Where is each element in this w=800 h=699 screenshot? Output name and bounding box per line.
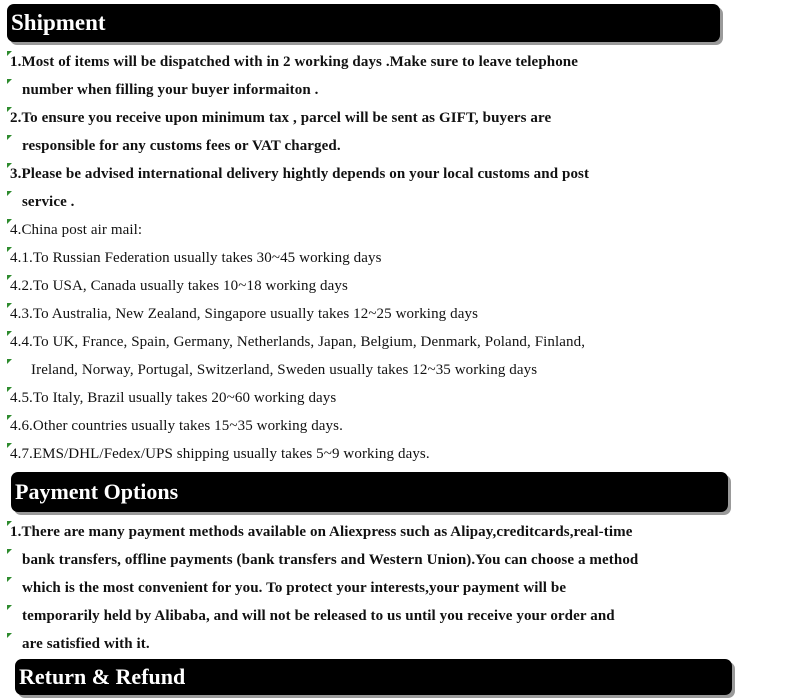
tick-marker-icon [7,191,12,196]
tick-marker-icon [7,633,12,638]
tick-marker-icon [7,549,12,554]
tick-marker-icon [7,135,12,140]
payment-header [11,472,728,512]
shipment-header [7,4,720,42]
shipment-title: Shipment [11,10,106,35]
tick-marker-icon [7,79,12,84]
refund-header [15,659,732,695]
tick-marker-icon [7,577,12,582]
refund-title: Return & Refund [19,664,186,689]
payment-title: Payment Options [15,479,179,504]
tick-marker-icon [7,359,12,364]
tick-marker-icon [7,605,12,610]
